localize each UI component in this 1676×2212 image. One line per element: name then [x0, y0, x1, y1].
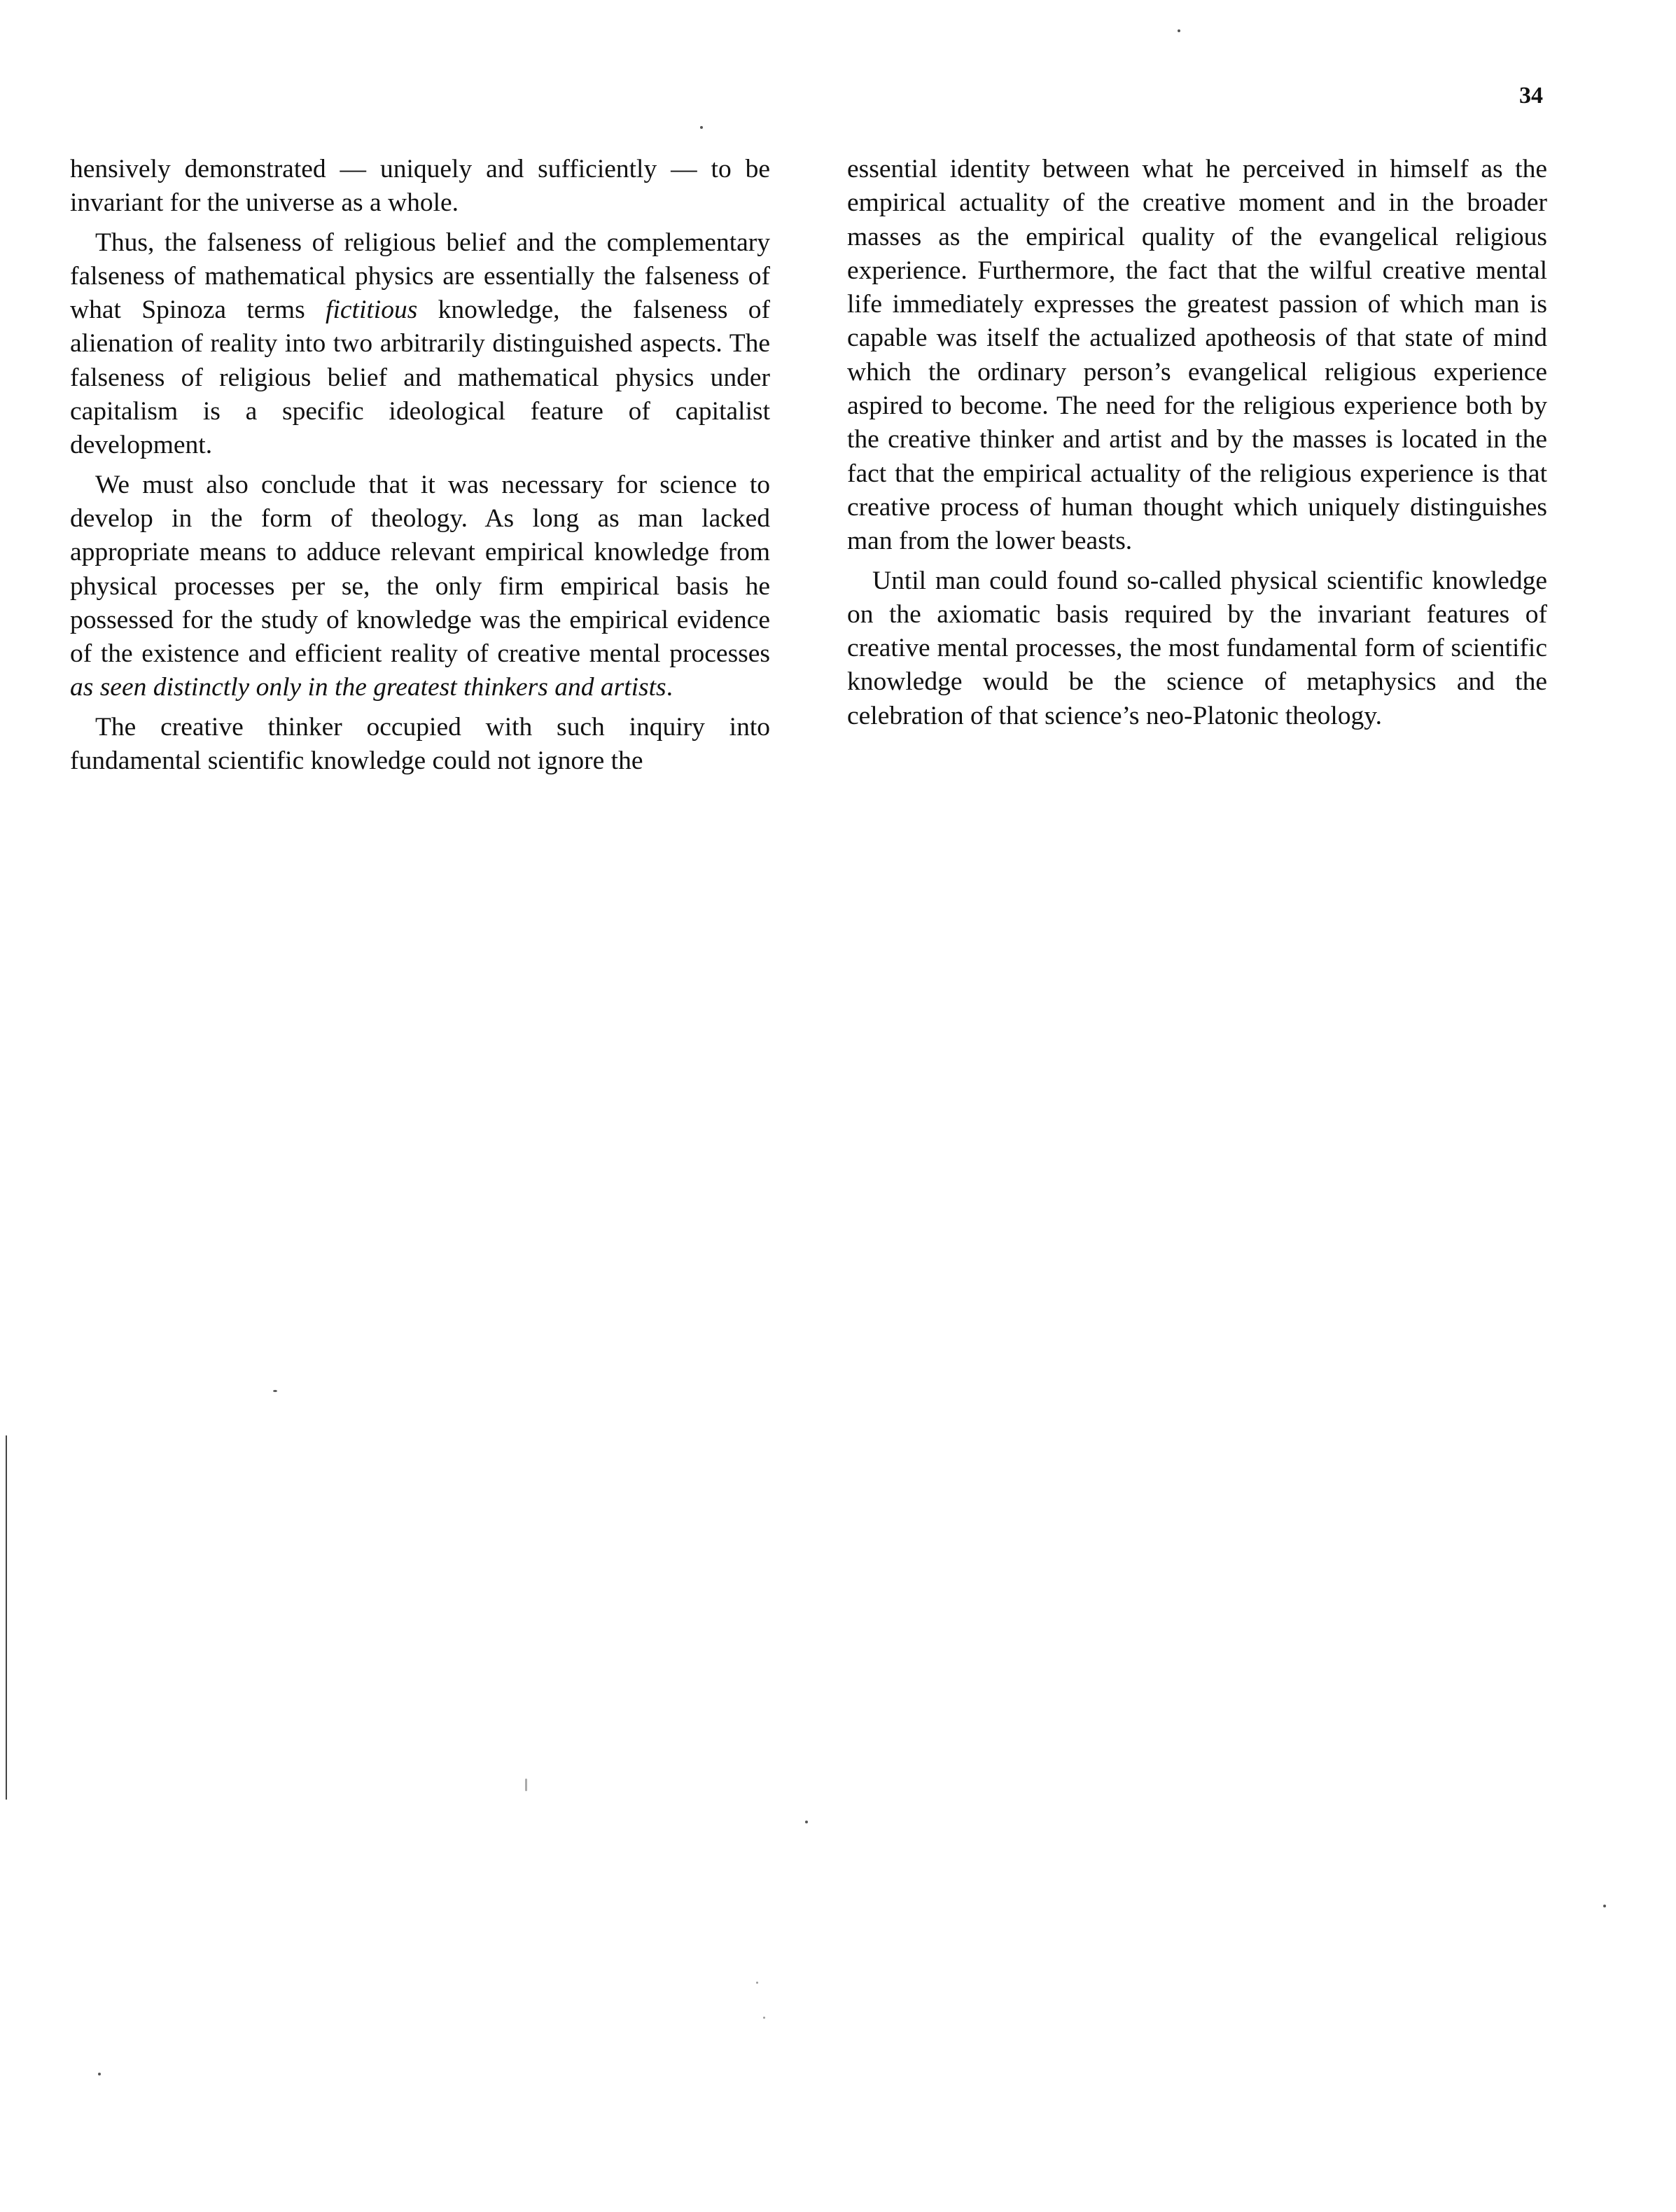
scan-speck: [525, 1779, 527, 1791]
left-paragraph-2-text-a: Thus, the falseness of religious belief and the complementary falseness of mathematical physics are essentially the falseness of what Spinoza terms: [70, 228, 770, 325]
left-paragraph-1: hensively demonstrated — uniquely and sufficiently — to be invariant for the universe as a whole.: [70, 155, 770, 218]
left-paragraph-4: The creative thinker occupied with such inquiry into fundamental scientific knowledge could not ignore the: [70, 712, 770, 776]
page-number: 34: [1519, 83, 1543, 109]
left-paragraph-2-italic-term: fictitious: [326, 295, 418, 325]
left-column: [70, 153, 770, 784]
scan-speck: [700, 126, 703, 129]
scan-edge-mark: [6, 1435, 7, 1800]
scan-speck: [1603, 1905, 1606, 1907]
left-paragraph-2-text-c: knowledge, the falseness of alienation of reality into two arbitrarily distinguished aspects. The falseness of religious belief and mathematical physics under capitalism is a specific ideological feature of capitalist development.: [70, 295, 770, 460]
scan-speck: [273, 1390, 277, 1392]
scan-speck: [763, 2017, 765, 2019]
right-column: [847, 153, 1547, 739]
left-paragraph-3-text-a: We must also conclude that it was necessary for science to develop in the form of theology. As long as man lacked appropriate means to adduce relevant empirical knowledge from physical processes per se, the only firm empirical basis he possessed for the study of knowledge was the empirical evidence of the existence and efficient reality of creative mental processes: [70, 470, 770, 669]
scan-speck: [756, 1982, 758, 1984]
scan-speck: [805, 1821, 808, 1823]
right-paragraph-2: Until man could found so-called physical scientific knowledge on the axiomatic basis required by the invariant features of creative mental processes, the most fundamental form of scientific knowledge would be the science of metaphysics and the celebration of that science’s neo-Platonic theology.: [847, 566, 1547, 730]
left-paragraph-3-italic-phrase: as seen distinctly only in the greatest thinkers and artists: [70, 673, 666, 702]
left-paragraph-2: [70, 226, 770, 463]
right-paragraph-1: essential identity between what he perceived in himself as the empirical actuality of the creative moment and in the broader masses as the empirical quality of the evangelical religious experience. Furthermore, the fact that the wilful creative mental life immediately expresses the greatest passion of which man is capable was itself the actualized apotheosis of that state of mind which the ordinary person’s evangelical religious experience aspired to become. The need for the religious experience both by the creative thinker and artist and by the masses is located in the fact that the empirical actuality of the religious experience is that creative process of human thought which uniquely distinguishes man from the lower beasts.: [847, 155, 1547, 556]
left-paragraph-3: [70, 468, 770, 705]
scan-speck: [1178, 29, 1180, 32]
scan-speck: [98, 2073, 101, 2075]
left-paragraph-3-text-c: .: [666, 673, 673, 702]
